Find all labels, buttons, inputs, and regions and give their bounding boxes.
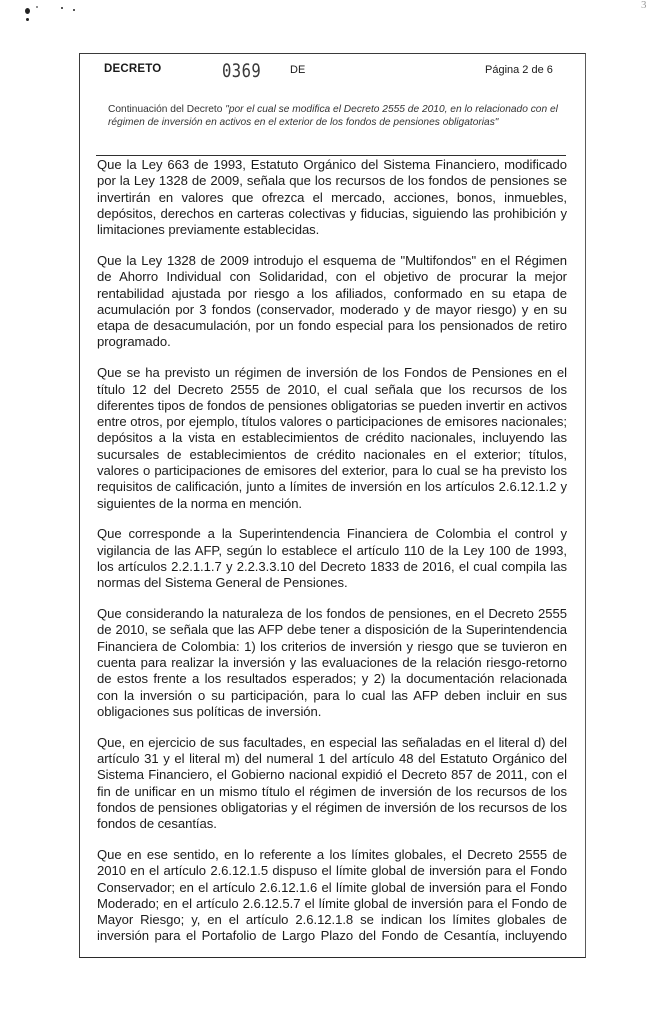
scan-speck: [25, 8, 30, 14]
header-separator: [96, 155, 566, 156]
considerando-paragraph: Que corresponde a la Superintendencia Financiera de Colombia el control y vigilancia de las AFP, según lo establece el artículo 110 de la Ley 100 de 1993, los artículos 2.2.1.1.7 y 2.2.3.3.10 del Decreto 1833 de 2016, el cual compila las normas del Sistema General de Pensiones.: [97, 526, 567, 591]
considerando-paragraph: Que, en ejercicio de sus facultades, en especial las señaladas en el literal d) del artículo 31 y el literal m) del numeral 1 del artículo 48 del Estatuto Orgánico del Sistema Financiero, el Gobierno nacional expidió el Decreto 857 de 2011, con el fin de unificar en un mismo título el régimen de inversión de los recursos de los fondos de pensiones obligatorias y el régimen de inversión de los recursos de los fondos de cesantías.: [97, 734, 567, 832]
continuation-note: [108, 104, 572, 129]
scan-speck: [61, 7, 63, 9]
handwritten-page-number: 3: [641, 0, 647, 11]
decree-number: 0369: [222, 60, 262, 82]
scan-speck: [26, 18, 29, 21]
document-body: [97, 157, 567, 959]
continuation-title: "por el cual se modifica el Decreto 2555 de 2010, en lo relacionado con el régimen de inversión en activos en el exterior de los fondos de pensiones obligatorias": [108, 104, 558, 128]
considerando-paragraph: Que se ha previsto un régimen de inversión de los Fondos de Pensiones en el título 12 del Decreto 2555 de 2010, el cual señala que los recursos de los diferentes tipos de fondos de pensiones obligatorias se pueden invertir en activos entre otros, por ejemplo, títulos valores o participaciones de emisores nacionales; depósitos a la vista en establecimientos de crédito nacionales, incluyendo las sucursales de establecimientos de crédito nacionales en el exterior; títulos, valores o participaciones de emisores del exterior, para lo cual se ha previsto los requisitos de calificación, junto a límites de inversión en los artículos 2.6.12.1.2 y siguientes de la norma en mención.: [97, 365, 567, 511]
decree-de-label: DE: [290, 64, 306, 76]
considerando-paragraph: Que la Ley 663 de 1993, Estatuto Orgánico del Sistema Financiero, modificado por la Ley 1328 de 2009, señala que los recursos de los fondos de pensiones se invertirán en valores que ofrezca el mercado, acciones, bonos, inmuebles, depósitos, derechos en carteras colectivas y fiducias, siguiendo las prohibición y limitaciones previamente establecidas.: [97, 157, 567, 238]
scan-speck: [36, 6, 38, 8]
decree-label: DECRETO: [104, 63, 162, 75]
considerando-paragraph: Que considerando la naturaleza de los fondos de pensiones, en el Decreto 2555 de 2010, se señala que las AFP debe tener a disposición de la Superintendencia Financiera de Colombia: 1) los criterios de inversión y riesgo que se tuvieron en cuenta para realizar la inversión y las evaluaciones de la relación riesgo-retorno de estos frente a los resultados esperados; y 2) la documentación relacionada con la inversión o su participación, para lo cual las AFP deben incluir en sus obligaciones sus políticas de inversión.: [97, 606, 567, 719]
page-indicator: Página 2 de 6: [485, 64, 553, 76]
scan-speck: [73, 9, 75, 11]
continuation-prefix: Continuación del Decreto: [108, 104, 226, 115]
considerando-paragraph: Que la Ley 1328 de 2009 introdujo el esquema de "Multifondos" en el Régimen de Ahorro Individual con Solidaridad, con el objetivo de procurar la mejor rentabilidad ajustada por riesgo a los afiliados, conformado en su etapa de acumulación por 3 fondos (conservador, moderado y de mayor riesgo) y en su etapa de desacumulación, por un fondo especial para los pensionados de retiro programado.: [97, 252, 567, 350]
considerando-paragraph: Que en ese sentido, en lo referente a los límites globales, el Decreto 2555 de 2010 en el artículo 2.6.12.1.5 dispuso el límite global de inversión para el Fondo Conservador; en el artículo 2.6.12.1.6 el límite global de inversión para el Fondo Moderado; en el artículo 2.6.12.5.7 el límite global de inversión para el Fondo de Mayor Riesgo; y, en el artículo 2.6.12.1.8 se indican los límites globales de inversión para el Portafolio de Largo Plazo del Fondo de Cesantía, incluyendo: [97, 846, 567, 944]
